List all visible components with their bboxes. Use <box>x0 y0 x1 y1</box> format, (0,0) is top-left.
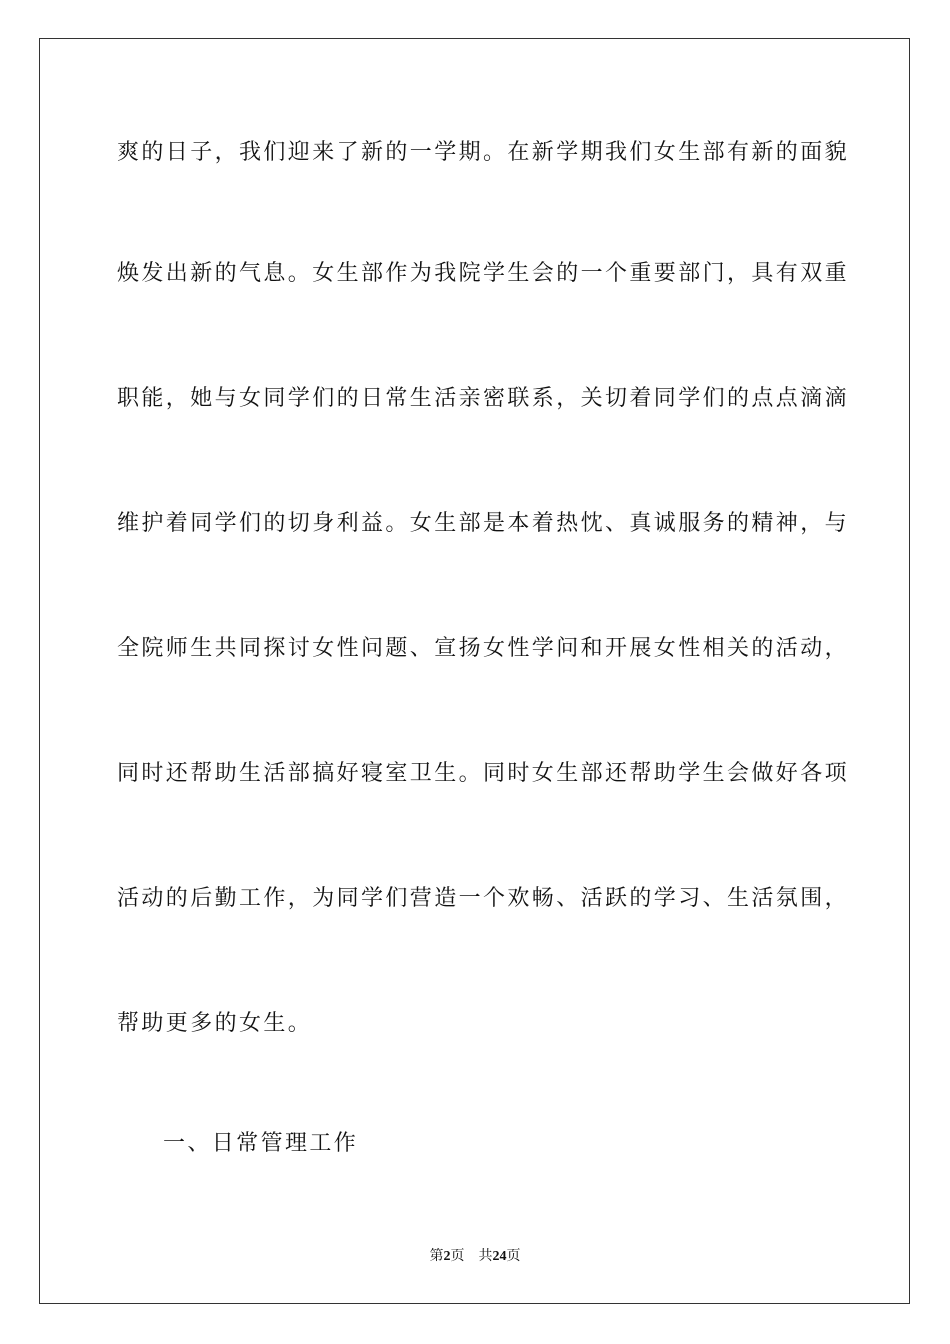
body-line-6: 同时还帮助生活部搞好寝室卫生。同时女生部还帮助学生会做好各项 <box>117 761 850 786</box>
page-prefix: 第 <box>429 1249 444 1264</box>
body-line-4: 维护着同学们的切身利益。女生部是本着热忱、真诚服务的精神，与 <box>117 511 850 536</box>
body-line-7: 活动的后勤工作，为同学们营造一个欢畅、活跃的学习、生活氛围， <box>117 886 850 911</box>
total-prefix: 共 <box>478 1249 493 1264</box>
total-pages: 24 <box>492 1249 507 1264</box>
total-suffix: 页 <box>506 1249 521 1264</box>
body-line-1: 爽的日子，我们迎来了新的一学期。在新学期我们女生部有新的面貌 <box>117 140 850 165</box>
page-suffix: 页 <box>450 1249 465 1264</box>
page-border <box>39 38 910 1304</box>
body-line-2: 焕发出新的气息。女生部作为我院学生会的一个重要部门，具有双重 <box>117 261 850 286</box>
body-line-3: 职能，她与女同学们的日常生活亲密联系，关切着同学们的点点滴滴 <box>117 386 850 411</box>
body-line-8: 帮助更多的女生。 <box>117 1011 313 1036</box>
body-line-5: 全院师生共同探讨女性问题、宣扬女性学问和开展女性相关的活动， <box>117 636 850 661</box>
section-heading: 一、日常管理工作 <box>163 1131 359 1156</box>
page-footer <box>0 1247 950 1267</box>
page-number: 2 <box>443 1249 451 1264</box>
